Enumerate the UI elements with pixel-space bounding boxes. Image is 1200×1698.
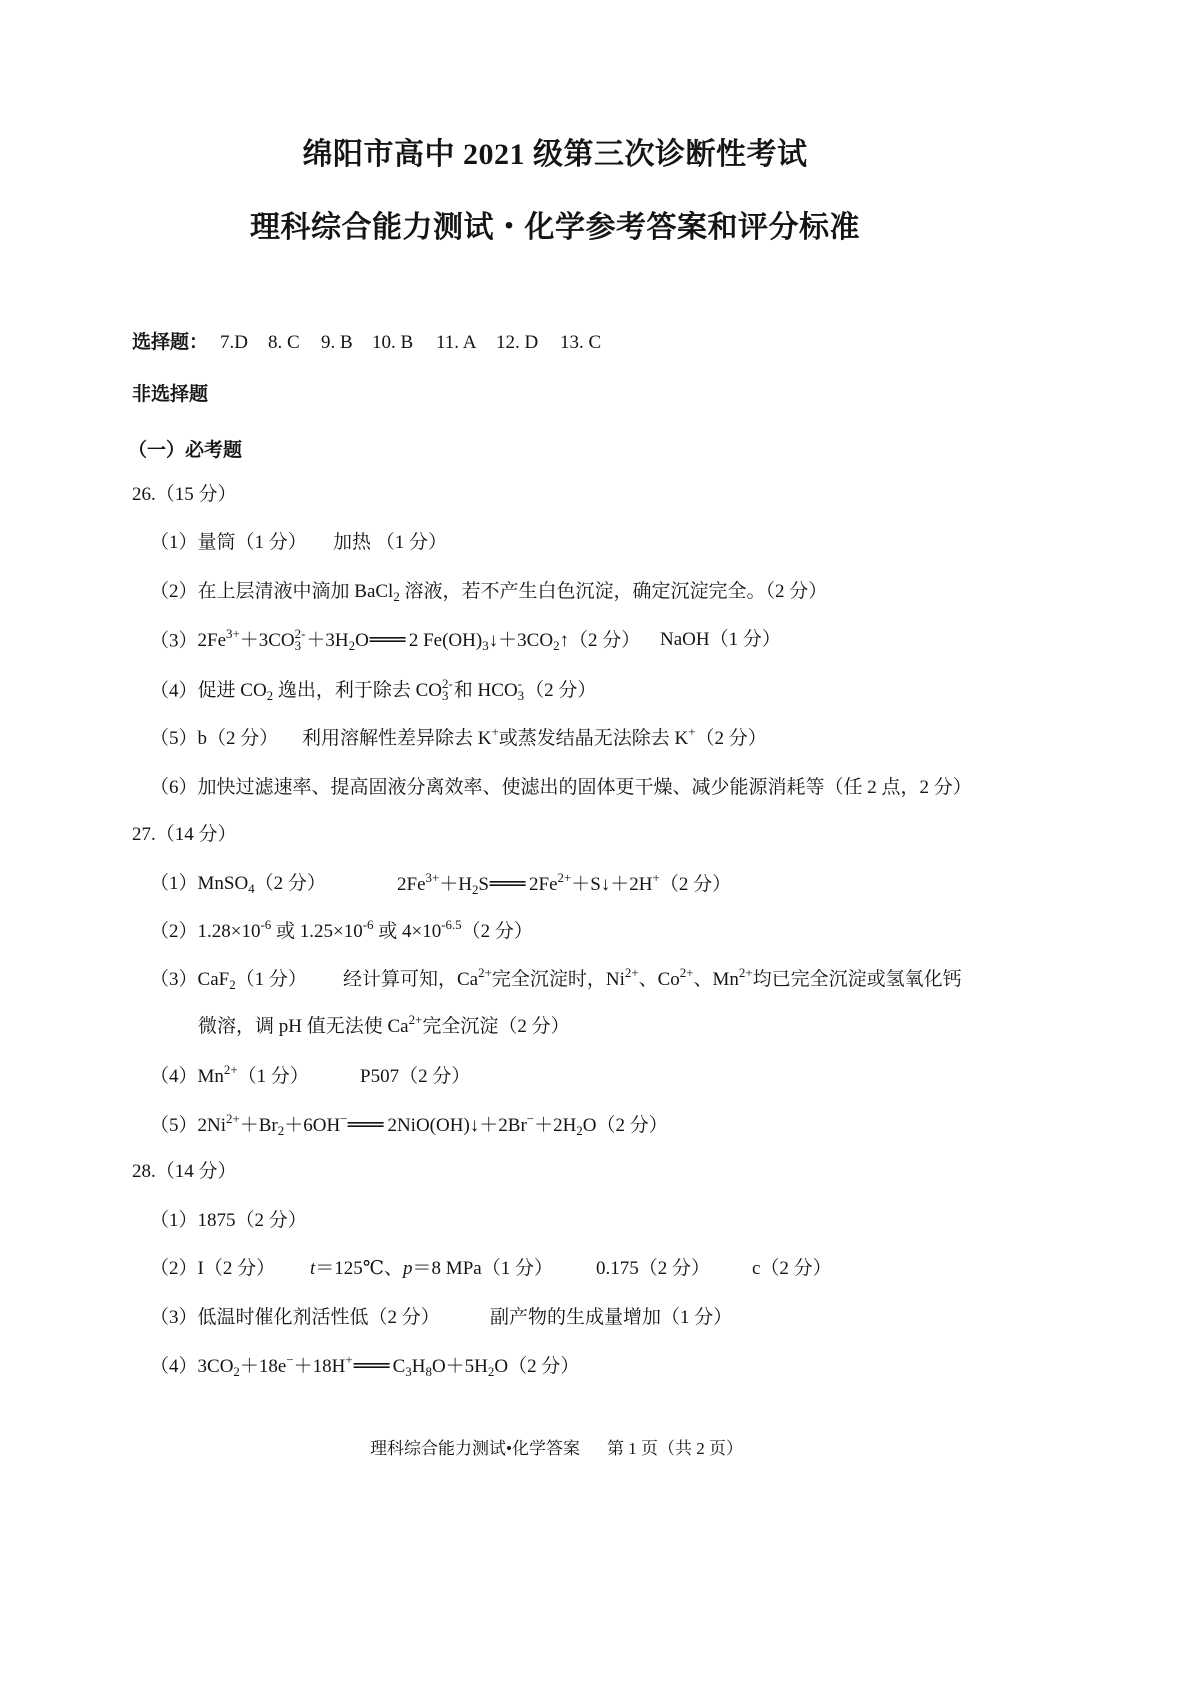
answer-text: [596, 1257, 710, 1281]
answer-text: [198, 728, 279, 749]
footer-document-name: 理科综合能力测试•化学答案: [370, 1439, 580, 1458]
superscript: 2-: [442, 676, 453, 691]
part-main: [150, 1257, 275, 1281]
part-27-3: [0, 965, 1200, 992]
subscript: 3: [482, 638, 489, 654]
part-main: [150, 1113, 668, 1138]
text-run: Mn: [197, 1066, 224, 1087]
text-run: P507（2 分）: [360, 1066, 471, 1087]
answer-text: [198, 532, 307, 553]
text-run: 、Mn: [693, 969, 739, 990]
mc-answer-13: 13. C: [560, 332, 602, 353]
superscript: 2+: [223, 1062, 238, 1077]
part-main: [150, 531, 307, 555]
part-26-4: [0, 678, 1200, 702]
superscript: +: [491, 724, 499, 739]
non-choice-heading: 非选择题: [132, 384, 209, 405]
document-title: 绵阳市高中 2021 级第三次诊断性考试: [302, 138, 808, 171]
subscript: 4: [248, 880, 255, 896]
part-main: [150, 1306, 440, 1330]
text-run: 、Co: [638, 969, 680, 990]
question-28-heading-row: [0, 1160, 1200, 1184]
question-26-heading: 26.（15 分）: [132, 484, 237, 505]
part-28-2: [0, 1257, 1200, 1281]
text-run: （1 分）: [237, 1066, 309, 1087]
page-footer: [0, 1438, 1200, 1460]
subscript: 3: [442, 688, 449, 704]
text-run: CaF: [197, 969, 230, 990]
part-26-6: [0, 776, 1200, 800]
part-label: （2）: [150, 921, 198, 942]
text-run: I（2 分）: [197, 1258, 276, 1279]
mc-answer-10: 10. B: [372, 332, 414, 353]
part-main: [150, 917, 533, 944]
part-label: （1）: [150, 873, 198, 894]
text-run: 完全沉淀（2 分）: [422, 1016, 570, 1037]
part-label: （4）: [150, 1356, 198, 1377]
superscript: −: [526, 1111, 535, 1126]
italic-variable: p: [403, 1258, 413, 1279]
mc-answer-8: 8. C: [268, 332, 300, 353]
chemical-equation: [197, 1352, 580, 1379]
footer-page-info: 第 1 页（共 2 页）: [607, 1439, 743, 1458]
subscript: 3: [517, 688, 525, 704]
part-28-1: [0, 1209, 1200, 1233]
required-section-row: [0, 439, 1200, 463]
stacked-sub-superscript: [518, 678, 524, 703]
mc-answer-12: 12. D: [496, 332, 539, 353]
part-main: [150, 1354, 579, 1379]
long-equals-sign: ══: [353, 1355, 390, 1377]
superscript: -6: [362, 917, 374, 932]
subscript: 2: [348, 638, 356, 654]
superscript: +: [652, 870, 660, 885]
text-run: 或蒸发结晶无法除去 K: [498, 728, 689, 749]
superscript: 2+: [679, 965, 694, 980]
question-27-heading-row: [0, 823, 1200, 847]
text-run: 副产物的生成量增加（1 分）: [490, 1307, 733, 1328]
subscript: 3: [405, 1363, 412, 1379]
part-label: （3）: [150, 1307, 198, 1328]
subscript: 2: [233, 1363, 240, 1379]
superscript: +: [688, 724, 696, 739]
answer-text: [490, 1306, 732, 1330]
part-main: [150, 1062, 309, 1089]
long-equals-sign: ══: [490, 873, 526, 895]
part-26-3: [0, 628, 1200, 652]
part-label: （3）: [150, 630, 198, 652]
subscript: 8: [425, 1363, 432, 1379]
superscript: 3+: [226, 626, 240, 642]
text-run: ＋18e: [239, 1356, 287, 1377]
required-section-heading: （一）必考题: [128, 440, 243, 461]
text-run: （2 分）: [525, 680, 597, 702]
superscript: 2+: [408, 1012, 423, 1027]
text-run: 2Fe: [197, 630, 227, 652]
superscript: -6.5: [441, 917, 462, 932]
answer-text: [302, 724, 767, 751]
superscript: -6: [260, 917, 272, 932]
text-run: O（2 分）: [494, 1356, 580, 1377]
text-run: 均已完全沉淀或氢氧化钙: [752, 969, 962, 990]
text-run: （2 分）: [695, 728, 767, 749]
subscript: 2: [576, 1122, 583, 1138]
text-run: 或 4×10: [373, 921, 442, 942]
part-main: [150, 678, 596, 703]
part-label: （4）: [150, 680, 198, 702]
text-run: 2Ni: [197, 1115, 227, 1136]
answer-text: [198, 1307, 440, 1328]
answer-text: [198, 1258, 276, 1279]
superscript: 2+: [226, 1111, 240, 1126]
part-label: （5）: [150, 1115, 198, 1136]
text-run: 加快过滤速率、提高固液分离效率、使滤出的固体更干燥、减少能源消耗等（任 2 点，2 分）: [197, 777, 972, 798]
part-main: [150, 1209, 307, 1233]
text-run: MnSO: [197, 873, 249, 894]
superscript: 2+: [738, 965, 753, 980]
answer-text: [310, 1257, 553, 1281]
answer-text: [360, 1065, 470, 1089]
text-run: C: [392, 1356, 406, 1377]
italic-variable: t: [310, 1258, 316, 1279]
superscript: 2+: [624, 965, 639, 980]
text-run: 低温时催化剂活性低（2 分）: [197, 1307, 440, 1328]
text-run: ＋Br: [239, 1115, 278, 1136]
part-26-1: [0, 531, 1200, 555]
part-main: [150, 776, 972, 800]
text-run: 3CO: [197, 1356, 234, 1377]
text-run: （2 分）: [659, 874, 732, 895]
document-subtitle: 理科综合能力测试・化学参考答案和评分标准: [250, 211, 860, 244]
question-26-heading-row: [0, 483, 1200, 507]
part-label: （1）: [150, 1210, 198, 1231]
part-27-3-continuation: [0, 1012, 1200, 1039]
chemical-equation: [197, 626, 641, 654]
answer-text: [343, 965, 962, 992]
text-run: 0.175（2 分）: [596, 1258, 711, 1279]
text-run: 1875（2 分）: [197, 1210, 307, 1231]
text-run: ＋6OH: [284, 1115, 341, 1136]
text-run: ＋H: [439, 874, 472, 895]
text-run: ↓＋3CO: [488, 630, 554, 652]
part-label: （6）: [150, 777, 198, 798]
text-run: ↑（2 分）: [559, 630, 641, 652]
subscript: 2: [277, 1122, 285, 1138]
answer-text: [197, 676, 597, 704]
text-run: 或 1.25×10: [271, 921, 363, 942]
text-run: 2 Fe(OH): [408, 630, 483, 652]
question-28-heading: 28.（14 分）: [132, 1161, 237, 1182]
text-run: H: [411, 1356, 426, 1377]
answer-text: [752, 1257, 832, 1281]
part-label: （2）: [150, 1258, 198, 1279]
answer-text-continuation: [198, 1012, 570, 1039]
text-run: 微溶，调 pH 值无法使 Ca: [198, 1016, 409, 1037]
part-main: [150, 580, 827, 604]
part-28-3: [0, 1306, 1200, 1330]
subscript: 2: [553, 638, 560, 654]
answer-text: [197, 1062, 309, 1087]
answer-text: [660, 628, 781, 652]
part-27-2: [0, 917, 1200, 944]
part-label: （2）: [150, 581, 198, 602]
multiple-choice-row: [0, 331, 1200, 355]
subscript: 2: [229, 976, 236, 992]
subscript: 2: [487, 1363, 495, 1379]
multiple-choice-label: 选择题：: [132, 332, 209, 353]
part-label: （3）: [150, 969, 198, 990]
part-27-5: [0, 1113, 1200, 1137]
superscript: −: [340, 1111, 348, 1126]
text-run: 2Fe: [397, 874, 426, 895]
text-run: NaOH（1 分）: [660, 629, 781, 650]
part-main: [150, 872, 326, 896]
subscript: 3: [294, 638, 302, 654]
text-run: O: [355, 630, 369, 652]
stacked-sub-superscript: [295, 628, 306, 653]
text-run: ＝8 MPa（1 分）: [412, 1258, 553, 1279]
text-run: 经计算可知，Ca: [343, 969, 479, 990]
text-run: 在上层清液中滴加 BaCl: [197, 581, 394, 602]
superscript: 2+: [557, 870, 572, 885]
superscript: 2+: [478, 965, 492, 980]
text-run: ＝125℃、: [315, 1258, 404, 1279]
text-run: ＋3CO: [239, 630, 295, 652]
text-run: ＋18H: [293, 1356, 346, 1377]
text-run: 1.28×10: [197, 921, 261, 942]
text-run: ＋S↓＋2H: [571, 874, 653, 895]
part-26-2: [0, 580, 1200, 604]
part-label: （1）: [150, 532, 198, 553]
text-run: 加热 （1 分）: [333, 532, 448, 553]
part-main: [150, 968, 307, 992]
text-run: 促进 CO: [197, 680, 267, 702]
superscript: −: [286, 1352, 294, 1367]
subscript: 2: [393, 588, 400, 604]
chemical-equation: [397, 872, 731, 897]
text-run: O（2 分）: [582, 1115, 668, 1136]
text-run: 完全沉淀时，Ni: [491, 969, 625, 990]
long-equals-sign: ══: [348, 1114, 384, 1136]
text-run: （1 分）: [235, 969, 307, 990]
part-28-4: [0, 1354, 1200, 1378]
text-run: 溶液，若不产生白色沉淀，确定沉淀完全。（2 分）: [399, 581, 828, 602]
stacked-sub-superscript: [442, 678, 453, 703]
text-run: 和 HCO: [453, 680, 518, 702]
text-run: （2 分）: [254, 873, 326, 894]
chemical-equation: [197, 1111, 668, 1138]
text-run: b（2 分）: [197, 728, 279, 749]
question-27-heading: 27.（14 分）: [132, 824, 237, 845]
superscript: +: [345, 1352, 353, 1367]
superscript: 3+: [425, 870, 440, 885]
superscript: -: [517, 676, 522, 691]
answer-text: [198, 873, 326, 894]
subscript: 2: [471, 881, 479, 897]
part-label: （5）: [150, 728, 198, 749]
superscript: 2-: [294, 626, 306, 641]
answer-text: [198, 581, 828, 602]
text-run: O＋5H: [431, 1356, 488, 1377]
mc-answer-11: 11. A: [436, 332, 477, 353]
answer-text: [333, 531, 447, 555]
text-run: （2 分）: [461, 921, 533, 942]
part-26-5: [0, 724, 1200, 751]
text-run: 2NiO(OH)↓＋2Br: [387, 1115, 527, 1136]
text-run: ＋2H: [534, 1115, 577, 1136]
text-run: S: [478, 874, 489, 895]
part-27-4: [0, 1062, 1200, 1089]
subscript: 2: [266, 688, 274, 704]
answer-text: [198, 777, 972, 798]
mc-answer-9: 9. B: [321, 332, 353, 353]
non-choice-row: [0, 383, 1200, 407]
part-main: [150, 628, 640, 653]
text-run: 量筒（1 分）: [197, 532, 307, 553]
part-27-1: [0, 872, 1200, 896]
answer-text: [198, 969, 307, 990]
text-run: 2Fe: [529, 874, 558, 895]
long-equals-sign: ══: [369, 629, 406, 652]
mc-answer-7: 7.D: [220, 332, 248, 353]
part-main: [150, 727, 278, 751]
answer-text: [198, 1210, 307, 1231]
text-run: c（2 分）: [752, 1258, 832, 1279]
text-run: 逸出，利于除去 CO: [273, 680, 443, 702]
part-label: （4）: [150, 1066, 198, 1087]
text-run: ＋3H: [306, 630, 349, 652]
text-run: 利用溶解性差异除去 K: [302, 728, 492, 749]
answer-text: [197, 917, 533, 942]
